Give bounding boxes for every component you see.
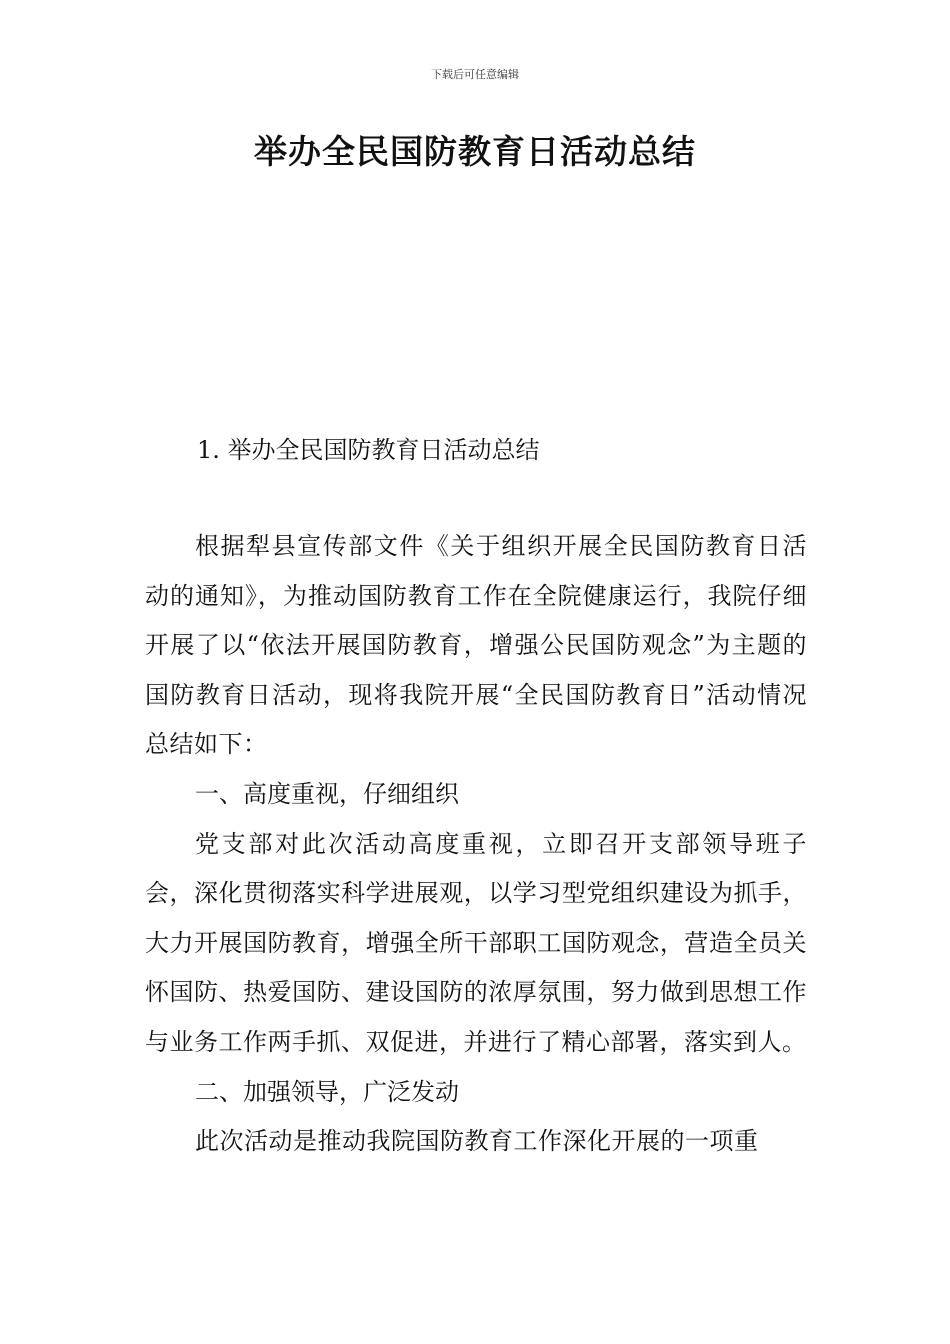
- subheading-1: 一、高度重视，仔细组织: [195, 779, 459, 808]
- paragraph-organization: 党支部对此次活动高度重视，立即召开支部领导班子会，深化贯彻落实科学进展观，以学习型党组织建设为抓手，大力开展国防教育，增强全所干部职工国防观念，营造全员关怀国防、热爱国防、建设国防的浓厚氛围，努力做到思想工作与业务工作两手抓、双促进，并进行了精心部署，落实到人。: [145, 829, 807, 1056]
- subheading-2: 二、加强领导，广泛发动: [195, 1077, 459, 1106]
- header-note: 下载后可任意编辑: [431, 68, 519, 81]
- section-heading: 1. 举办全民国防教育日活动总结: [197, 436, 540, 464]
- paragraph-leadership: 此次活动是推动我院国防教育工作深化开展的一项重: [195, 1127, 759, 1156]
- document-body: [145, 522, 807, 1167]
- paragraph-intro: 根据犁县宣传部文件《关于组织开展全民国防教育日活动的通知》，为推动国防教育工作在全院健康运行，我院仔细开展了以“依法开展国防教育，增强公民国防观念”为主题的国防教育日活动，现将我院开展“全民国防教育日”活动情况总结如下：: [145, 532, 807, 759]
- document-title: 举办全民国防教育日活动总结: [254, 132, 696, 171]
